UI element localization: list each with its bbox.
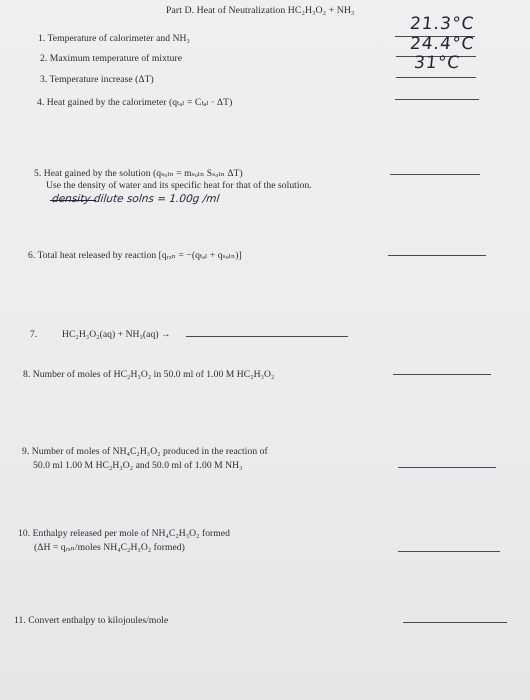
item-5-text: 5. Heat gained by the solution (qₛₒₗₙ = mₛₒₗₙ Sₛₒₗₙ ΔT)	[34, 168, 243, 179]
item-3-answer-line	[396, 77, 476, 78]
item-8-text: 8. Number of moles of HC₂H₃O₂ in 50.0 ml of 1.00 M HC₂H₃O₂	[23, 369, 275, 380]
item-5-subtext: Use the density of water and its specific heat for that of the solution.	[46, 180, 312, 191]
item-1-text: 1. Temperature of calorimeter and NH₃	[38, 33, 190, 44]
item-10-subtext: (ΔH = qᵣₓₙ/moles NH₄C₂H₃O₂ formed)	[34, 542, 185, 553]
item-2-text: 2. Maximum temperature of mixture	[40, 53, 183, 64]
item-7-equation: HC₂H₃O₂(aq) + NH₃(aq) →	[62, 329, 171, 340]
page-title: Part D. Heat of Neutralization HC₂H₃O₂ + NH₃	[166, 5, 355, 16]
item-7-number: 7.	[30, 329, 38, 340]
item-7-answer-line	[186, 336, 348, 337]
item-9-answer-line	[398, 467, 496, 468]
item-6-text: 6. Total heat released by reaction [qᵣₓₙ = −(qₜₐₗ + qₛₒₗₙ)]	[28, 250, 242, 261]
item-4-answer-line	[395, 99, 479, 100]
item-5-answer-line	[390, 174, 480, 175]
item-3-text: 3. Temperature increase (ΔT)	[40, 74, 154, 85]
item-10-answer-line	[398, 551, 500, 552]
strikethrough-mark	[50, 200, 96, 201]
item-1-answer: 21.3°C	[408, 14, 476, 34]
item-9-text: 9. Number of moles of NH₄C₂H₃O₂ produced in the reaction of	[22, 446, 268, 457]
item-6-answer-line	[388, 255, 486, 256]
item-8-answer-line	[393, 374, 491, 375]
item-4-text: 4. Heat gained by the calorimeter (qₜₐₗ = Cₜₐₗ · ΔT)	[37, 97, 233, 108]
item-11-text: 11. Convert enthalpy to kilojoules/mole	[14, 615, 169, 626]
item-2-answer: 24.4°C	[408, 34, 476, 54]
item-5-handwritten-note: density dilute solns = 1.00g /ml	[51, 193, 221, 205]
item-11-answer-line	[403, 622, 507, 623]
item-3-answer: 31°C	[412, 53, 462, 73]
item-9-subtext: 50.0 ml 1.00 M HC₂H₃O₂ and 50.0 ml of 1.00 M NH₃	[33, 460, 243, 471]
item-10-text: 10. Enthalpy released per mole of NH₄C₂H₃O₂ formed	[18, 528, 230, 539]
